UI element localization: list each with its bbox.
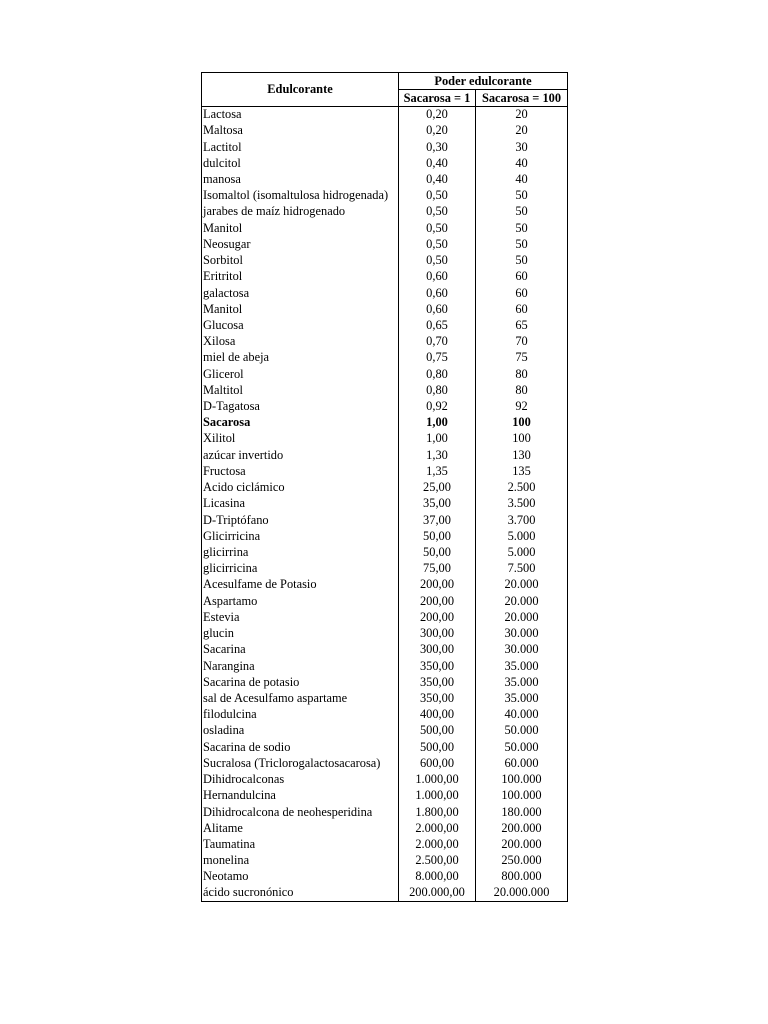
power-sucrose-1-cell: 0,20 [399,123,476,139]
table-row [202,755,568,771]
table-row [202,885,568,901]
power-sucrose-1-cell: 350,00 [399,658,476,674]
sweetener-name-cell: Dihidrocalcona de neohesperidina [202,804,399,820]
power-sucrose-1-cell: 35,00 [399,496,476,512]
power-sucrose-100-cell: 135 [476,463,568,479]
power-sucrose-1-cell: 0,40 [399,171,476,187]
power-sucrose-1-cell: 0,50 [399,188,476,204]
sweetener-name-cell: Aspartamo [202,593,399,609]
header-sweetening-power: Poder edulcorante [399,73,568,90]
table-row [202,609,568,625]
power-sucrose-100-cell: 20 [476,107,568,123]
sweetener-name-cell: filodulcina [202,707,399,723]
table-row [202,123,568,139]
power-sucrose-1-cell: 400,00 [399,707,476,723]
sweetener-name-cell: Taumatina [202,836,399,852]
table-row [202,577,568,593]
sweetener-name-cell: Maltitol [202,382,399,398]
power-sucrose-100-cell: 180.000 [476,804,568,820]
power-sucrose-100-cell: 250.000 [476,853,568,869]
power-sucrose-1-cell: 0,50 [399,252,476,268]
sweetener-name-cell: Sacarina de potasio [202,674,399,690]
table-row [202,463,568,479]
table-row [202,804,568,820]
power-sucrose-1-cell: 0,60 [399,269,476,285]
power-sucrose-1-cell: 50,00 [399,544,476,560]
table-row [202,431,568,447]
table-row [202,285,568,301]
power-sucrose-100-cell: 100.000 [476,771,568,787]
power-sucrose-1-cell: 2.000,00 [399,836,476,852]
table-row [202,398,568,414]
table-row [202,188,568,204]
power-sucrose-1-cell: 0,92 [399,398,476,414]
sweetener-name-cell: Lactosa [202,107,399,123]
sweetener-name-cell: Acesulfame de Potasio [202,577,399,593]
sweetener-name-cell: Manitol [202,301,399,317]
power-sucrose-100-cell: 40 [476,171,568,187]
sweetener-name-cell: Hernandulcina [202,788,399,804]
header-sucrose-1: Sacarosa = 1 [399,90,476,107]
power-sucrose-100-cell: 30.000 [476,626,568,642]
sweetener-name-cell: manosa [202,171,399,187]
power-sucrose-100-cell: 20.000 [476,577,568,593]
power-sucrose-100-cell: 60 [476,285,568,301]
table-row [202,528,568,544]
power-sucrose-1-cell: 0,60 [399,285,476,301]
power-sucrose-1-cell: 300,00 [399,626,476,642]
sweetener-name-cell: Lactitol [202,139,399,155]
power-sucrose-100-cell: 5.000 [476,544,568,560]
power-sucrose-100-cell: 50.000 [476,723,568,739]
power-sucrose-100-cell: 60.000 [476,755,568,771]
table-row [202,171,568,187]
table-row [202,869,568,885]
sweetener-name-cell: Glicirricina [202,528,399,544]
power-sucrose-1-cell: 300,00 [399,642,476,658]
table-row [202,544,568,560]
sweetener-name-cell: Manitol [202,220,399,236]
power-sucrose-100-cell: 30 [476,139,568,155]
table-row [202,771,568,787]
power-sucrose-100-cell: 70 [476,334,568,350]
power-sucrose-1-cell: 0,80 [399,382,476,398]
sweetener-name-cell: Neosugar [202,236,399,252]
sweetener-name-cell: glucin [202,626,399,642]
power-sucrose-1-cell: 37,00 [399,512,476,528]
power-sucrose-100-cell: 20.000 [476,609,568,625]
sweetener-name-cell: Isomaltol (isomaltulosa hidrogenada) [202,188,399,204]
sweetener-name-cell: jarabes de maíz hidrogenado [202,204,399,220]
power-sucrose-100-cell: 35.000 [476,658,568,674]
sweetener-name-cell: Sorbitol [202,252,399,268]
table-row [202,512,568,528]
sweetener-name-cell: Sacarosa [202,415,399,431]
table-row [202,853,568,869]
power-sucrose-100-cell: 3.500 [476,496,568,512]
power-sucrose-1-cell: 0,50 [399,236,476,252]
sweetener-name-cell: D-Tagatosa [202,398,399,414]
table-row [202,674,568,690]
table-row [202,155,568,171]
sweetener-name-cell: Fructosa [202,463,399,479]
table-row [202,236,568,252]
sweetener-name-cell: Neotamo [202,869,399,885]
power-sucrose-1-cell: 600,00 [399,755,476,771]
table-row [202,415,568,431]
power-sucrose-1-cell: 50,00 [399,528,476,544]
power-sucrose-1-cell: 200,00 [399,593,476,609]
power-sucrose-1-cell: 0,70 [399,334,476,350]
power-sucrose-1-cell: 500,00 [399,723,476,739]
sweetener-name-cell: osladina [202,723,399,739]
power-sucrose-100-cell: 80 [476,366,568,382]
sweetener-name-cell: galactosa [202,285,399,301]
table-row [202,561,568,577]
power-sucrose-100-cell: 50 [476,188,568,204]
table-row [202,317,568,333]
power-sucrose-100-cell: 92 [476,398,568,414]
power-sucrose-100-cell: 20 [476,123,568,139]
power-sucrose-1-cell: 1.800,00 [399,804,476,820]
power-sucrose-1-cell: 2.500,00 [399,853,476,869]
power-sucrose-100-cell: 50 [476,252,568,268]
power-sucrose-1-cell: 0,75 [399,350,476,366]
table-row [202,626,568,642]
sweetener-name-cell: Glicerol [202,366,399,382]
power-sucrose-1-cell: 0,20 [399,107,476,123]
power-sucrose-100-cell: 50 [476,220,568,236]
sweetener-name-cell: Estevia [202,609,399,625]
sweetener-name-cell: D-Triptófano [202,512,399,528]
sweetener-name-cell: Dihidrocalconas [202,771,399,787]
table-row [202,220,568,236]
power-sucrose-1-cell: 1.000,00 [399,771,476,787]
sweetener-name-cell: Alitame [202,820,399,836]
power-sucrose-1-cell: 0,40 [399,155,476,171]
table-row [202,269,568,285]
table-row [202,836,568,852]
table-header [202,73,568,107]
table-body [202,107,568,902]
power-sucrose-100-cell: 30.000 [476,642,568,658]
power-sucrose-100-cell: 80 [476,382,568,398]
header-row-1 [202,73,568,90]
power-sucrose-100-cell: 50 [476,236,568,252]
power-sucrose-1-cell: 1,30 [399,447,476,463]
table-row [202,382,568,398]
header-sucrose-100: Sacarosa = 100 [476,90,568,107]
table-row [202,593,568,609]
table-row [202,301,568,317]
power-sucrose-100-cell: 60 [476,269,568,285]
sweetener-name-cell: sal de Acesulfamo aspartame [202,690,399,706]
table-row [202,658,568,674]
sweetener-name-cell: ácido sucronónico [202,885,399,901]
power-sucrose-100-cell: 130 [476,447,568,463]
power-sucrose-100-cell: 2.500 [476,480,568,496]
power-sucrose-100-cell: 35.000 [476,690,568,706]
sweetener-name-cell: Glucosa [202,317,399,333]
sweetener-name-cell: azúcar invertido [202,447,399,463]
sweetener-name-cell: Sacarina [202,642,399,658]
power-sucrose-1-cell: 25,00 [399,480,476,496]
table-row [202,788,568,804]
sweetener-name-cell: miel de abeja [202,350,399,366]
power-sucrose-1-cell: 0,80 [399,366,476,382]
table-row [202,820,568,836]
power-sucrose-100-cell: 200.000 [476,820,568,836]
sweetener-name-cell: Sucralosa (Triclorogalactosacarosa) [202,755,399,771]
sweetener-name-cell: Narangina [202,658,399,674]
power-sucrose-100-cell: 35.000 [476,674,568,690]
power-sucrose-1-cell: 75,00 [399,561,476,577]
sweetener-name-cell: Sacarina de sodio [202,739,399,755]
power-sucrose-1-cell: 0,30 [399,139,476,155]
power-sucrose-1-cell: 1,00 [399,431,476,447]
table-row [202,739,568,755]
power-sucrose-1-cell: 1,00 [399,415,476,431]
table-row [202,350,568,366]
sweetener-name-cell: monelina [202,853,399,869]
power-sucrose-1-cell: 350,00 [399,674,476,690]
table-row [202,723,568,739]
power-sucrose-100-cell: 40.000 [476,707,568,723]
table-row [202,139,568,155]
table-row [202,690,568,706]
power-sucrose-1-cell: 8.000,00 [399,869,476,885]
table-row [202,707,568,723]
sweetener-name-cell: Acido ciclámico [202,480,399,496]
power-sucrose-1-cell: 2.000,00 [399,820,476,836]
power-sucrose-1-cell: 0,50 [399,220,476,236]
power-sucrose-1-cell: 0,50 [399,204,476,220]
sweetener-name-cell: dulcitol [202,155,399,171]
table-row [202,496,568,512]
power-sucrose-100-cell: 20.000 [476,593,568,609]
table-row [202,252,568,268]
power-sucrose-100-cell: 60 [476,301,568,317]
power-sucrose-1-cell: 500,00 [399,739,476,755]
power-sucrose-100-cell: 200.000 [476,836,568,852]
sweetener-table [201,72,568,902]
table-row [202,642,568,658]
power-sucrose-1-cell: 0,65 [399,317,476,333]
power-sucrose-1-cell: 200.000,00 [399,885,476,901]
power-sucrose-1-cell: 0,60 [399,301,476,317]
sweetener-name-cell: Xilosa [202,334,399,350]
table-row [202,107,568,123]
power-sucrose-100-cell: 7.500 [476,561,568,577]
power-sucrose-100-cell: 65 [476,317,568,333]
power-sucrose-100-cell: 100 [476,415,568,431]
power-sucrose-1-cell: 200,00 [399,609,476,625]
power-sucrose-1-cell: 1,35 [399,463,476,479]
power-sucrose-100-cell: 50.000 [476,739,568,755]
sweetener-name-cell: Eritritol [202,269,399,285]
power-sucrose-1-cell: 1.000,00 [399,788,476,804]
power-sucrose-100-cell: 800.000 [476,869,568,885]
table-row [202,204,568,220]
sweetener-name-cell: glicirricina [202,561,399,577]
sweetener-name-cell: glicirrina [202,544,399,560]
header-sweetener: Edulcorante [202,73,399,107]
power-sucrose-100-cell: 20.000.000 [476,885,568,901]
sweetener-name-cell: Licasina [202,496,399,512]
table-row [202,334,568,350]
table-row [202,366,568,382]
power-sucrose-100-cell: 50 [476,204,568,220]
power-sucrose-100-cell: 100 [476,431,568,447]
table-row [202,447,568,463]
sweetener-name-cell: Maltosa [202,123,399,139]
sweetener-name-cell: Xilitol [202,431,399,447]
power-sucrose-1-cell: 200,00 [399,577,476,593]
power-sucrose-100-cell: 3.700 [476,512,568,528]
power-sucrose-100-cell: 75 [476,350,568,366]
table-row [202,480,568,496]
power-sucrose-100-cell: 5.000 [476,528,568,544]
power-sucrose-100-cell: 40 [476,155,568,171]
power-sucrose-1-cell: 350,00 [399,690,476,706]
power-sucrose-100-cell: 100.000 [476,788,568,804]
